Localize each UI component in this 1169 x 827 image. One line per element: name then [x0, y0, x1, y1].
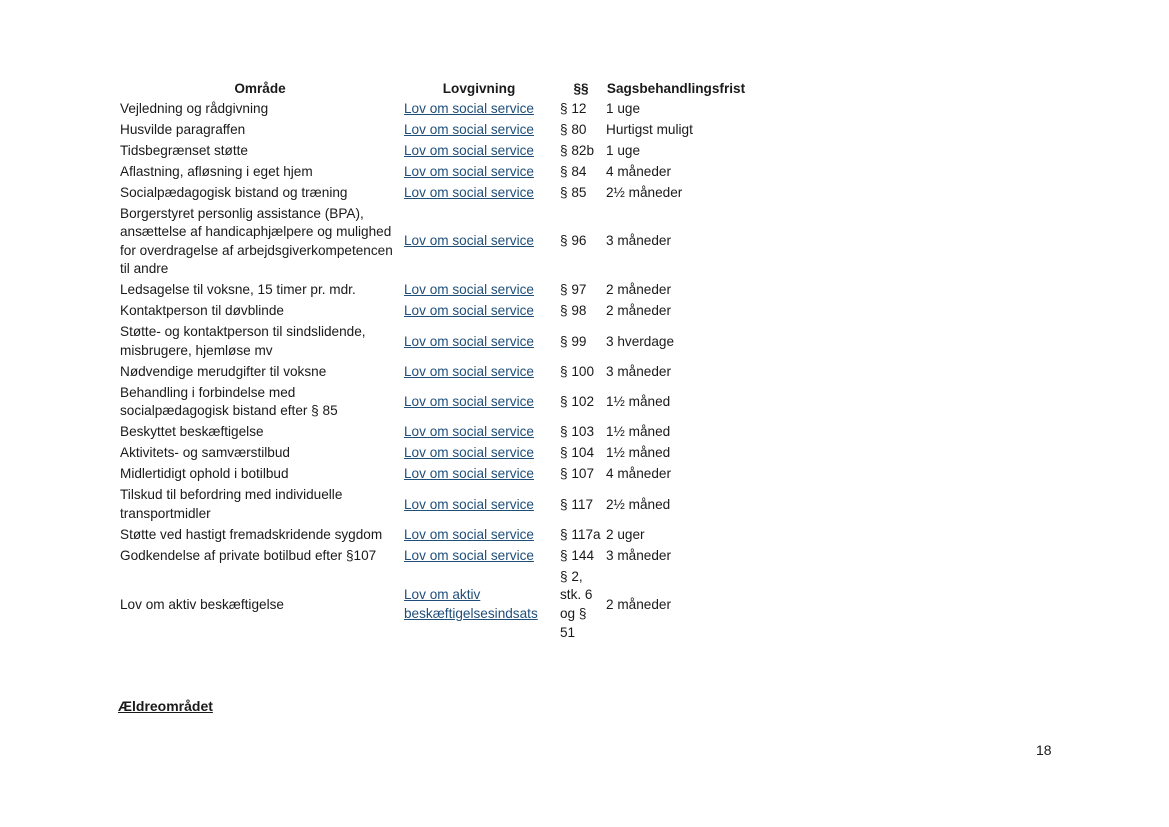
table-row	[118, 323, 748, 363]
table-row	[118, 568, 748, 645]
column-header-deadline: Sagsbehandlingsfrist	[606, 81, 746, 96]
table-row	[118, 100, 748, 121]
cell-area: Midlertidigt ophold i botilbud	[120, 466, 289, 482]
cell-area: Borgerstyret personlig assistance (BPA), ansættelse af handicaphjælpere og mulighed for overdragelse af arbejdsgiverkompetencen til andre	[120, 205, 393, 277]
law-link[interactable]: Lov om social service	[404, 233, 534, 249]
cell-law	[402, 547, 556, 568]
cell-area: Aktivitets- og samværstilbud	[120, 445, 290, 461]
cell-area: Husvilde paragraffen	[120, 121, 246, 137]
law-link[interactable]: Lov om social service	[404, 333, 534, 349]
cell-law	[402, 384, 556, 424]
cell-paragraph: § 12	[560, 100, 587, 116]
table-row	[118, 547, 748, 568]
cell-area: Kontaktperson til døvblinde	[120, 303, 284, 319]
cell-area: Socialpædagogisk bistand og træning	[120, 184, 348, 200]
table-row	[118, 205, 748, 282]
cell-law	[402, 142, 556, 163]
cell-deadline: 1 uge	[606, 100, 641, 116]
cell-deadline: 4 måneder	[606, 163, 671, 179]
cell-paragraph: § 104	[560, 445, 595, 461]
cell-law	[402, 444, 556, 465]
section-title: Ældreområdet	[118, 698, 213, 714]
cell-law	[402, 363, 556, 384]
cell-deadline: 3 hverdage	[606, 333, 675, 349]
cell-deadline: Hurtigst muligt	[606, 121, 693, 137]
law-link[interactable]: Lov om social service	[404, 121, 534, 137]
cell-law	[402, 465, 556, 486]
cell-paragraph: § 99	[560, 333, 587, 349]
law-link[interactable]: Lov om social service	[404, 526, 534, 542]
cell-paragraph: § 98	[560, 303, 587, 319]
cell-area: Beskyttet beskæftigelse	[120, 424, 264, 440]
cell-paragraph: § 117	[560, 496, 594, 512]
law-link[interactable]: Lov om social service	[404, 496, 534, 512]
table-row	[118, 486, 748, 526]
cell-paragraph: § 107	[560, 466, 595, 482]
law-link[interactable]: Lov om social service	[404, 394, 534, 410]
cell-deadline: 2½ måned	[606, 496, 671, 512]
cell-paragraph: § 100	[560, 363, 595, 379]
law-link[interactable]: Lov om social service	[404, 424, 534, 440]
cell-area: Vejledning og rådgivning	[120, 100, 269, 116]
cell-deadline: 2 uger	[606, 526, 645, 542]
table-row	[118, 526, 748, 547]
law-link[interactable]: Lov om social service	[404, 466, 534, 482]
cell-deadline: 2½ måneder	[606, 184, 683, 200]
cell-law	[402, 281, 556, 302]
table-row	[118, 142, 748, 163]
cell-law	[402, 163, 556, 184]
cell-area: Tilskud til befordring med individuelle transportmidler	[120, 487, 343, 521]
cell-paragraph: § 117a	[560, 526, 601, 542]
cell-area: Behandling i forbindelse med socialpædagogisk bistand efter § 85	[120, 384, 338, 419]
cell-paragraph: § 102	[560, 394, 595, 410]
table-row	[118, 384, 748, 424]
cell-law	[402, 486, 556, 526]
cell-deadline: 3 måneder	[606, 363, 671, 379]
case-processing-table	[118, 80, 748, 645]
cell-area: Ledsagelse til voksne, 15 timer pr. mdr.	[120, 282, 356, 298]
cell-law	[402, 423, 556, 444]
law-link[interactable]: Lov om social service	[404, 142, 534, 158]
cell-paragraph: § 96	[560, 233, 587, 249]
cell-deadline: 3 måneder	[606, 547, 671, 563]
cell-area: Godkendelse af private botilbud efter §107	[120, 547, 377, 563]
law-link[interactable]: Lov om social service	[404, 303, 534, 319]
cell-law	[402, 121, 556, 142]
cell-law	[402, 568, 556, 645]
cell-deadline: 1½ måned	[606, 424, 671, 440]
table-row	[118, 184, 748, 205]
cell-area: Støtte ved hastigt fremadskridende sygdom	[120, 526, 383, 542]
cell-law	[402, 323, 556, 363]
cell-deadline: 1 uge	[606, 142, 641, 158]
table-row	[118, 465, 748, 486]
cell-law	[402, 184, 556, 205]
table-row	[118, 302, 748, 323]
table-row	[118, 363, 748, 384]
cell-deadline: 2 måneder	[606, 303, 671, 319]
column-header-law: Lovgivning	[442, 81, 516, 96]
table-header	[118, 80, 748, 100]
law-link[interactable]: Lov om social service	[404, 282, 534, 298]
cell-area: Aflastning, afløsning i eget hjem	[120, 163, 313, 179]
table-row	[118, 423, 748, 444]
cell-paragraph: § 82b	[560, 142, 595, 158]
cell-law	[402, 205, 556, 282]
cell-paragraph: § 144	[560, 547, 595, 563]
cell-area: Nødvendige merudgifter til voksne	[120, 363, 327, 379]
law-link[interactable]: Lov om social service	[404, 163, 534, 179]
cell-deadline: 2 måneder	[606, 596, 671, 612]
cell-deadline: 1½ måned	[606, 445, 671, 461]
column-header-paragraph: §§	[573, 81, 589, 96]
cell-area: Støtte- og kontaktperson til sindslidende, misbrugere, hjemløse mv	[120, 324, 366, 358]
cell-paragraph: § 103	[560, 424, 595, 440]
cell-law	[402, 100, 556, 121]
cell-deadline: 1½ måned	[606, 394, 671, 410]
cell-deadline: 2 måneder	[606, 282, 671, 298]
cell-deadline: 3 måneder	[606, 233, 671, 249]
page-number: 18	[1036, 742, 1052, 758]
cell-deadline: 4 måneder	[606, 466, 671, 482]
column-header-area: Område	[234, 81, 286, 96]
cell-paragraph: § 84	[560, 163, 587, 179]
table-row	[118, 121, 748, 142]
cell-paragraph: § 2, stk. 6 og § 51	[560, 568, 593, 640]
cell-paragraph: § 85	[560, 184, 587, 200]
cell-area: Tidsbegrænset støtte	[120, 142, 248, 158]
law-link[interactable]: Lov om social service	[404, 547, 534, 563]
table-row	[118, 163, 748, 184]
table-body	[118, 100, 748, 645]
cell-paragraph: § 97	[560, 282, 587, 298]
law-link[interactable]: Lov om social service	[404, 184, 534, 200]
law-link[interactable]: Lov om social service	[404, 363, 534, 379]
table-row	[118, 444, 748, 465]
law-link[interactable]: Lov om aktiv beskæftigelsesindsats	[404, 587, 538, 622]
cell-law	[402, 526, 556, 547]
table-header-row	[118, 80, 748, 100]
law-link[interactable]: Lov om social service	[404, 445, 534, 461]
table-row	[118, 281, 748, 302]
cell-paragraph: § 80	[560, 121, 587, 137]
cell-area: Lov om aktiv beskæftigelse	[120, 596, 284, 612]
law-link[interactable]: Lov om social service	[404, 100, 534, 116]
cell-law	[402, 302, 556, 323]
